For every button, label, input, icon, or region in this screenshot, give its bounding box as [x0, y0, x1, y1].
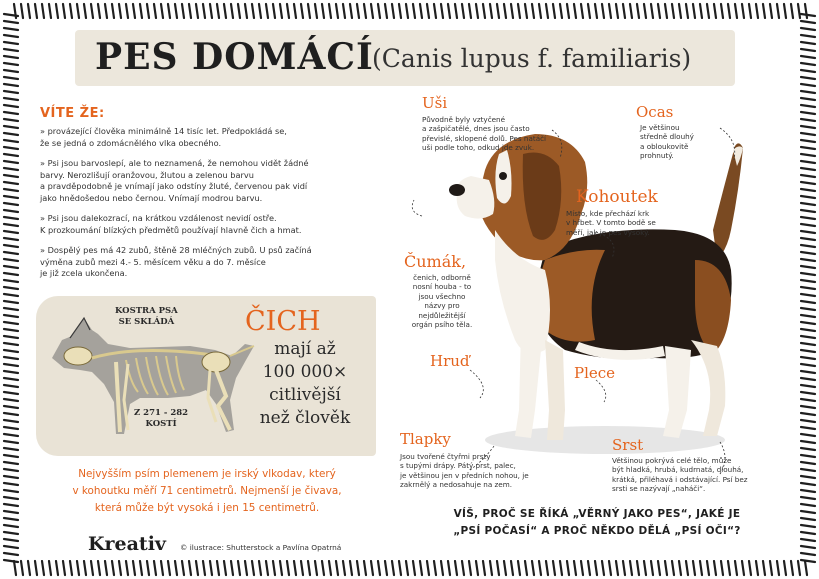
note-line: v hřbet. V tomto bodě se	[566, 218, 656, 228]
label-cumak: Čumák,	[404, 252, 467, 271]
note-tlapky	[400, 452, 529, 490]
note-line: Místo, kde přechází krk	[566, 209, 650, 218]
note-usi	[422, 115, 546, 153]
breeds-line: která může být vysoká i jen 15 centimetrů.	[94, 502, 320, 514]
smell-title: ČICH	[245, 306, 321, 337]
label-ocas: Ocas	[636, 103, 674, 121]
fact-line: že se jedná o zdomácnělého vlka obecného.	[40, 137, 222, 148]
note-line: jsou všechno	[418, 291, 466, 301]
question-line: „PSÍ POČASÍ“ A PROČ NĚKDO DĚLÁ „PSÍ OČI“?	[453, 525, 741, 537]
breeds-text	[38, 466, 376, 517]
note-line: nejdůležitější	[418, 310, 466, 320]
label-usi: Uši	[422, 94, 448, 112]
skeleton-label-line: KOSTRA PSA	[115, 306, 178, 316]
note-line: Většinou pokrývá celé tělo, může	[612, 456, 732, 465]
fact-line: K prozkoumání blízkých předmětů používají hlavně čich a hmat.	[40, 224, 302, 235]
note-line: a obloukovitě	[640, 141, 689, 151]
facts-block	[40, 126, 370, 289]
label-tlapky: Tlapky	[400, 430, 451, 448]
note-srst	[612, 456, 748, 494]
fact-line: jako hnědošedou nebo černou. Vnímají modrou barvu.	[40, 192, 263, 203]
fact-paragraph	[40, 158, 370, 204]
fact-line: a pravděpodobně je vnímají jako odstíny žluté, červenou pak vidí	[40, 181, 308, 191]
fact-line: je již zcela ukončena.	[40, 268, 128, 278]
note-line: Jsou tvořené čtyřmi prsty	[400, 452, 491, 461]
fact-line: barvy. Nerozlišují oranžovou, žlutou a zelenou barvu	[40, 169, 254, 180]
label-hrud: Hruď	[430, 352, 470, 370]
note-line: měří, jak je pes vysoký.	[566, 227, 650, 237]
credit-text: © ilustrace: Shutterstock a Pavlína Opatrná	[180, 543, 342, 552]
brand-logo: Kreativ	[88, 533, 166, 555]
breeds-line: Nejvyšším psím plemenem je irský vlkodav, který	[78, 468, 336, 480]
fact-line: » Psi jsou barvoslepí, ale to neznamená, že nemohou vidět žádné	[40, 158, 309, 168]
question-line: VÍŠ, PROČ SE ŘÍKÁ „VĚRNÝ JAKO PES“, JAKÉ JE	[453, 508, 741, 520]
note-line: Původně byly vztyčené	[422, 115, 506, 124]
smell-line: mají až	[274, 339, 336, 359]
bone-count	[134, 408, 188, 430]
note-ocas	[640, 123, 694, 161]
note-line: uši podle toho, odkud jde zvuk.	[422, 143, 535, 153]
note-line: převislé, sklopené dolů. Pes natáčí	[422, 133, 547, 143]
note-cumak	[404, 273, 480, 329]
smell-text	[240, 338, 370, 430]
bone-count-line: KOSTÍ	[145, 419, 177, 429]
fact-paragraph	[40, 126, 370, 149]
smell-line: 100 000×	[262, 362, 348, 382]
smell-line: citlivější	[269, 385, 341, 405]
note-line: orgán psího těla.	[411, 320, 473, 330]
bone-count-line: Z 271 - 282	[134, 408, 189, 418]
fact-line: výměna zubů mezi 4.- 5. měsícem věku a do 7. měsíce	[40, 256, 266, 267]
facts-title: VÍTE ŽE:	[40, 106, 105, 121]
smell-line: než člověk	[259, 408, 351, 428]
breeds-line: v kohoutku měří 71 centimetrů. Nejmenší je čivava,	[72, 485, 342, 497]
skeleton-label	[115, 306, 178, 328]
note-line: nosní houba - to	[412, 282, 472, 292]
note-line: krátká, přiléhavá i odstávající. Psí bez	[612, 474, 748, 484]
skeleton-label-line: SE SKLÁDÁ	[118, 317, 175, 327]
latin-name: (Canis lupus f. familiaris)	[372, 44, 692, 73]
note-line: s tupými drápy. Pátý prst, palec,	[400, 461, 516, 471]
note-line: srsti se nazývají „naháči“.	[612, 484, 706, 494]
fact-line: » Dospělý pes má 42 zubů, štěně 28 mléčných zubů. U psů začíná	[40, 245, 312, 255]
label-kohoutek: Kohoutek	[576, 187, 658, 207]
fact-paragraph	[40, 213, 370, 236]
label-srst: Srst	[612, 436, 644, 454]
note-line: prohnutý.	[640, 151, 674, 161]
note-line: být hladká, hrubá, kudrnatá, dlouhá,	[612, 465, 744, 475]
note-line: čenich, odborně	[413, 273, 471, 282]
fact-line: » provázející člověka minimálně 14 tisíc let. Předpokládá se,	[40, 126, 287, 136]
note-line: zakrnělý a nedosahuje na zem.	[400, 480, 512, 490]
page-title: PES DOMÁCÍ	[95, 36, 374, 78]
note-line: Je většinou	[640, 123, 680, 132]
label-plece: Plece	[574, 364, 616, 382]
fact-line: » Psi jsou dalekozrací, na krátkou vzdálenost nevidí ostře.	[40, 213, 277, 223]
note-line: středně dlouhý	[640, 132, 694, 142]
note-line: je většinou jen v předních nohou, je	[400, 470, 529, 480]
question-text	[412, 506, 782, 540]
note-kohoutek	[566, 209, 656, 237]
fact-paragraph	[40, 245, 370, 280]
note-line: a zašpičatělé, dnes jsou často	[422, 124, 530, 134]
note-line: názvy pro	[424, 301, 460, 311]
